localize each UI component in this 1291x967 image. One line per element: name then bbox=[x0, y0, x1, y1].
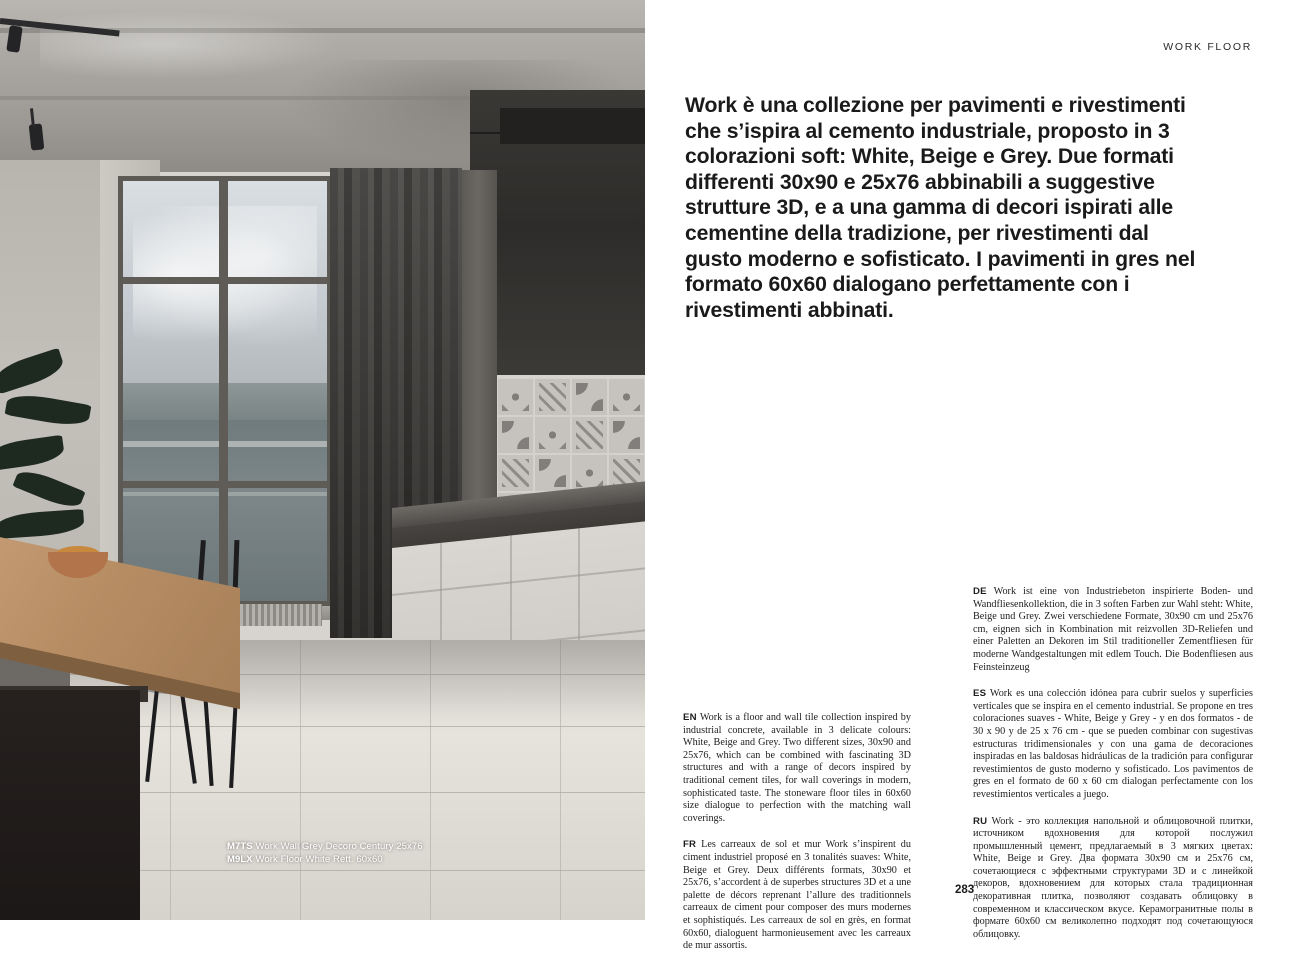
decor-tile bbox=[497, 454, 534, 492]
translations-left-column bbox=[683, 712, 911, 967]
photo-caption-line bbox=[227, 853, 423, 866]
spotlight-fixture bbox=[29, 123, 45, 150]
decor-tile bbox=[608, 378, 645, 416]
window-mullion-vertical bbox=[219, 181, 228, 601]
translation-paragraph-es bbox=[973, 688, 1253, 801]
decor-tile bbox=[497, 378, 534, 416]
decor-tile bbox=[608, 416, 645, 454]
cabinet-seam bbox=[392, 567, 645, 596]
photo-caption-line bbox=[227, 840, 423, 853]
decor-tile bbox=[497, 416, 534, 454]
translation-text: Work - это коллекция напольной и облицовочной плитки, источником вдохновения для которой послужил промышленный цемент, предлагаемый в 3 мягких цветах: White, Beige и Grey. Два формата 30x90 см и 25x76 см, сочетающиеся с эффектными структурами 3D и с линейкой декоров, вдохновением для которых стала традиционная декоративная плитка, позволяют создавать облицовку в современном и классическом вкусе. Керамогранитные полы в формате 60x60 см великолепно подходят под сочетающуюся облицовку. bbox=[973, 815, 1253, 940]
product-code: M9LX bbox=[227, 854, 253, 865]
translation-paragraph-ru bbox=[973, 816, 1253, 942]
translation-text: Work is a floor and wall tile collection inspired by industrial concrete, available in 3 delicate colours: White, Beige and Grey. Two different sizes, 30x90 and 25x76, which can be combined with fascinating 3D structures and with a range of decors inspired by traditional cement tiles, for wall coverings in modern, sophisticated taste. The stoneware floor tiles in 60x60 size dialogue to perfection with the matching wall coverings. bbox=[683, 712, 911, 824]
decor-tile bbox=[571, 416, 608, 454]
window bbox=[118, 176, 332, 606]
translation-paragraph-fr bbox=[683, 839, 911, 952]
page-number: 283 bbox=[955, 884, 975, 896]
product-description: Work Floor White Rett. 60x60 bbox=[255, 854, 383, 865]
product-description: Work Wall Grey Decoro Century 25x76 bbox=[255, 841, 423, 852]
window-mullion-horizontal bbox=[123, 277, 327, 284]
interior-photograph bbox=[0, 0, 645, 920]
window-mullion-horizontal bbox=[123, 481, 327, 488]
translation-text: Work ist eine von Industriebeton inspirierte Boden- und Wandfliesenkollektion, die in 3 soften Farben zur Wahl steht: White, Beige und Grey. Zwei verschiedene Formate, 30x90 cm und 25x76 cm, eignen sich in Kombination mit reizvollen 3D-Reliefen und einer Paletten an Dekoren im Stil traditioneller Zementfliesen für moderne Wandgestaltungen mit edlem Touch. Die Bodenfliesen aus Feinsteinzeug bbox=[973, 586, 1253, 673]
decor-tile bbox=[534, 378, 571, 416]
photo-caption bbox=[227, 840, 423, 866]
decor-tile bbox=[571, 378, 608, 416]
kitchen-island bbox=[0, 690, 140, 920]
language-label: FR bbox=[683, 839, 697, 851]
decor-tile bbox=[534, 416, 571, 454]
extractor-hood bbox=[500, 108, 645, 144]
text-page bbox=[645, 0, 1291, 952]
language-label: RU bbox=[973, 815, 988, 827]
lead-paragraph: Work è una collezione per pavimenti e rivestimenti che s’ispira al cemento industriale, proposto in 3 colorazioni soft: White, Beige e Grey. Due formati differenti 30x90 e 25x76 abbinabili a suggestive strutture 3D, e a una gamma di decori ispirati alle cementine della tradizione, per rivestimenti dal gusto moderno e sofisticato. I pavimenti in gres nel formato 60x60 dialogano perfettamente con i rivestimenti abbinati. bbox=[685, 94, 1196, 322]
translation-text: Work es una colección idónea para cubrir suelos y superficies verticales que se inspira en el cemento industrial. Se propone en tres coloraciones suaves - White, Beige y Grey - y en dos formatos - de 30 x 90 y de 25 x 76 cm - que se pueden combinar con sugestivas estructuras tridimensionales y con una gama de decoraciones inspiradas en las baldosas hidráulicas de la tradición para configurar revestimientos de gusto moderno y sofisticado. Los pavimentos de gres en el formato de 60 x 60 cm dialogan perfectamente con los revestimientos verticales a juego. bbox=[973, 688, 1253, 800]
language-label: DE bbox=[973, 586, 987, 597]
running-head: WORK FLOOR bbox=[1163, 41, 1252, 53]
language-label: ES bbox=[973, 688, 987, 700]
translation-paragraph-de bbox=[973, 586, 1253, 674]
translation-paragraph-en bbox=[683, 712, 911, 825]
product-code: M7TS bbox=[227, 841, 253, 852]
decor-tile bbox=[534, 454, 571, 492]
translations-right-column bbox=[973, 586, 1253, 955]
language-label: EN bbox=[683, 712, 697, 723]
translation-text: Les carreaux de sol et mur Work s’inspirent du ciment industriel proposé en 3 tonalités suaves: White, Beige et Grey. Deux différents formats, 30x90 et 25x76, s’accordent à de superbes structures 3D et a une palette de décors reprenant l’allure des traditionnels carreaux de ciment pour composer des murs modernes et sophistiqués. Les carreaux de sol en grès, en format 60x60, dialoguent harmonieusement avec les carreaux de mur assortis. bbox=[683, 839, 911, 952]
